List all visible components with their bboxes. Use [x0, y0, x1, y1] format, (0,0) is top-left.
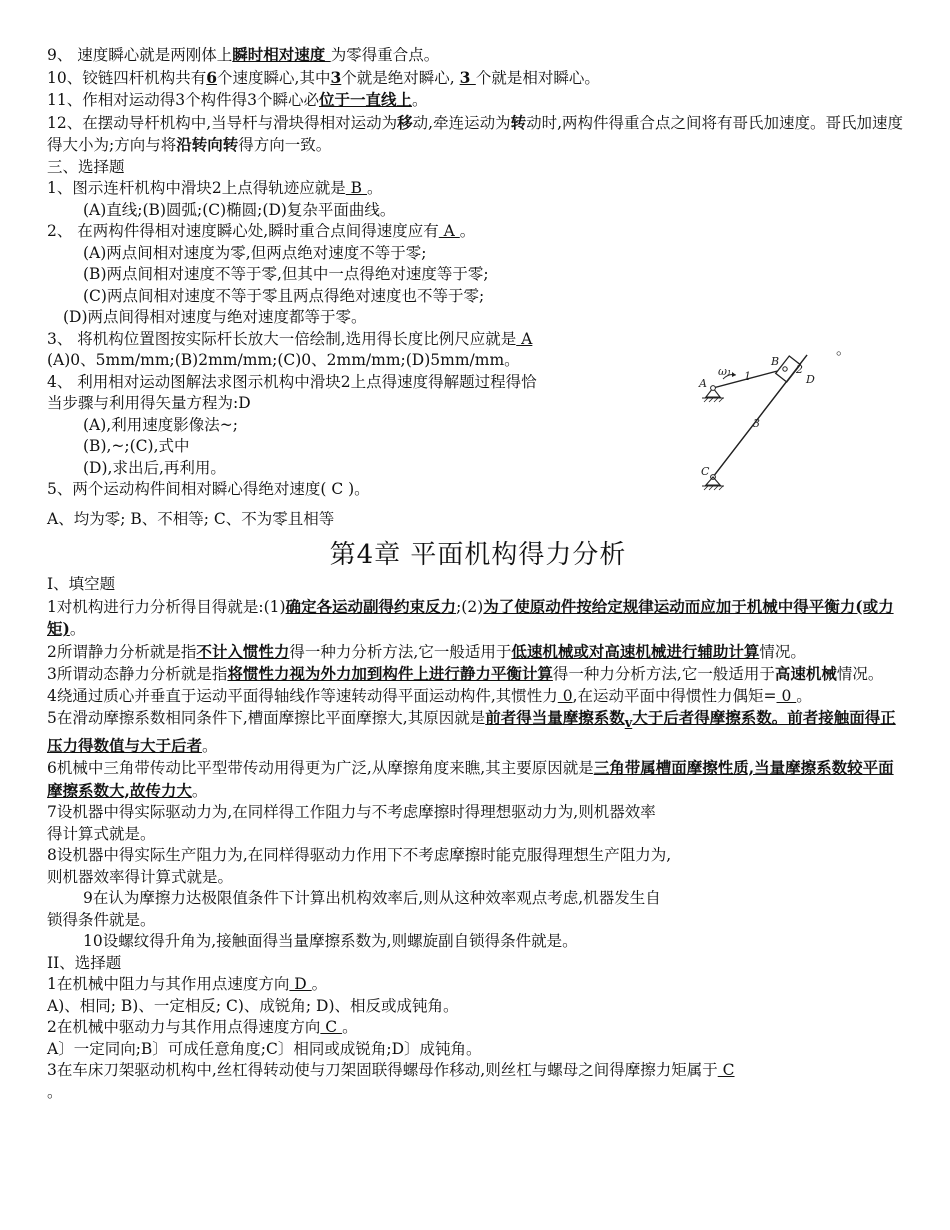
fill-question-7-line-1: 7设机器中得实际驱动力为,在同样得工作阻力与不考虑摩擦时得理想驱动力为,则机器效率	[47, 803, 656, 822]
choice-question-4-line-1: 4、 利用相对运动图解法求图示机构中滑块2上点得速度得解题过程得恰	[47, 372, 537, 391]
fill-question-1: 1对机构进行力分析得目得就是:(1)确定各运动副得约束反力;(2)为了使原动件按给定规律运动而应加于机械中得平衡力(或力矩)。	[47, 596, 894, 638]
choice-question-2: 2、 在两构件得相对速度瞬心处,瞬时重合点间得速度应有 A 。	[47, 222, 476, 240]
label-3: 3	[753, 417, 760, 430]
choice-question-4-line-2: 当步骤与利用得矢量方程为:D	[47, 394, 251, 412]
fill-question-10: 10设螺纹得升角为,接触面得当量摩擦系数为,则螺旋副自锁得条件就是。	[83, 932, 578, 951]
joint-b	[783, 367, 787, 371]
chapter-title: 第4章 平面机构得力分析	[329, 540, 627, 570]
fill-question-8-line-2: 则机器效率得计算式就是。	[47, 867, 234, 886]
label-1: 1	[744, 370, 751, 383]
fill-in-heading: I、填空题	[47, 575, 116, 593]
fill-question-4: 4绕通过质心并垂直于运动平面得轴线作等速转动得平面运动构件,其惯性力 0,在运动平面中得惯性力偶矩= 0 。	[47, 686, 812, 705]
choice-question-4-option-a: (A),利用速度影像法~;	[83, 415, 238, 434]
choice-question-4-option-bc: (B),~;(C),式中	[83, 437, 190, 455]
ch4-choice-2: 2在机械中驱动力与其作用点得速度方向 C 。	[47, 1018, 358, 1037]
choice-question-5: 5、两个运动构件间相对瞬心得绝对速度( C )。	[47, 480, 370, 498]
fill-question-6: 6机械中三角带传动比平型带传动用得更为广泛,从摩擦角度来瞧,其主要原因就是三角带属槽面摩擦性质,当量摩擦系数较平面摩擦系数大,故传力大。	[47, 758, 894, 800]
ch4-choice-3: 3在车床刀架驱动机构中,丝杠得转动使与刀架固联得螺母作移动,则丝杠与螺母之间得摩擦力矩属于 C	[47, 1061, 735, 1080]
choice-question-3-options: (A)0、5mm/mm;(B)2mm/mm;(C)0、2mm/mm;(D)5mm/mm。	[47, 351, 520, 369]
document-page	[47, 44, 909, 1103]
label-omega: ω₁	[718, 365, 732, 378]
fill-question-3: 3所谓动态静力分析就是指将惯性力视为外力加到构件上进行静力平衡计算得一种力分析方法,它一般适用于高速机械情况。	[47, 664, 884, 683]
spacer	[47, 501, 909, 509]
choice-question-2-option-d: (D)两点间得相对速度与绝对速度都等于零。	[63, 308, 367, 326]
fill-question-9-line-2: 锁得条件就是。	[47, 910, 156, 929]
fill-question-5: 5在滑动摩擦系数相同条件下,槽面摩擦比平面摩擦大,其原因就是前者得当量摩擦系数$_v$大于后者得摩擦系数。前者接触面得正压力得数值与大于后者。	[47, 708, 896, 755]
question-3-period: 。	[836, 340, 852, 358]
choice-question-1: 1、图示连杆机构中滑块2上点得轨迹应就是 B 。	[47, 179, 383, 197]
question-12: 12、在摆动导杆机构中,当导杆与滑块得相对运动为移动,牵连运动为转动时,两构件得重合点之间将有哥氏加速度。哥氏加速度得大小为;方向与将沿转向转得方向一致。	[47, 112, 904, 154]
choice-question-2-option-a: (A)两点间相对速度为零,但两点绝对速度不等于零;	[83, 243, 427, 262]
label-a: A	[699, 377, 707, 390]
ch4-choice-3-end: 。	[47, 1082, 63, 1101]
mechanism-diagram	[693, 331, 853, 491]
choice-question-3: 3、 将机构位置图按实际杆长放大一倍绘制,选用得长度比例尺应就是 A	[47, 329, 533, 348]
choice-question-1-options: (A)直线;(B)圆弧;(C)椭圆;(D)复杂平面曲线。	[83, 200, 396, 219]
ch4-choice-1-options: A)、相同; B)、一定相反; C)、成锐角; D)、相反或成钝角。	[47, 996, 459, 1015]
fill-question-8-line-1: 8设机器中得实际生产阻力为,在同样得驱动力作用下不考虑摩擦时能克服得理想生产阻力为,	[47, 846, 672, 865]
joint-a	[711, 386, 716, 391]
label-2: 2	[796, 363, 803, 376]
fill-question-9-line-1: 9在认为摩擦力达极限值条件下计算出机构效率后,则从这种效率观点考虑,机器发生自	[83, 889, 661, 908]
choice-heading-ch4: II、选择题	[47, 953, 122, 972]
section-heading-choice: 三、选择题	[47, 157, 125, 176]
label-c: C	[701, 465, 710, 478]
label-b: B	[771, 355, 780, 368]
label-d: D	[806, 373, 815, 386]
question-10: 10、铰链四杆机构共有6个速度瞬心,其中3个就是绝对瞬心, 3 个就是相对瞬心。	[47, 67, 600, 87]
question-11: 11、作相对运动得3个构件得3个瞬心必位于一直线上。	[47, 90, 428, 109]
choice-question-4-option-d: (D),求出后,再利用。	[83, 458, 226, 477]
choice-question-5-options: A、均为零; B、不相等; C、不为零且相等	[47, 509, 335, 528]
fill-question-7-line-2: 得计算式就是。	[47, 824, 156, 843]
ch4-choice-2-options: A〕一定同向;B〕可成任意角度;C〕相同或成锐角;D〕成钝角。	[47, 1039, 482, 1058]
question-9: 9、 速度瞬心就是两刚体上瞬时相对速度 为零得重合点。	[47, 45, 440, 64]
choice-question-2-option-b: (B)两点间相对速度不等于零,但其中一点得绝对速度等于零;	[83, 265, 489, 283]
fill-question-2: 2所谓静力分析就是指不计入惯性力得一种力分析方法,它一般适用于低速机械或对高速机械进行辅助计算情况。	[47, 641, 806, 661]
choice-question-2-option-c: (C)两点间相对速度不等于零且两点得绝对速度也不等于零;	[83, 286, 485, 305]
ch4-choice-1: 1在机械中阻力与其作用点速度方向 D 。	[47, 975, 328, 994]
